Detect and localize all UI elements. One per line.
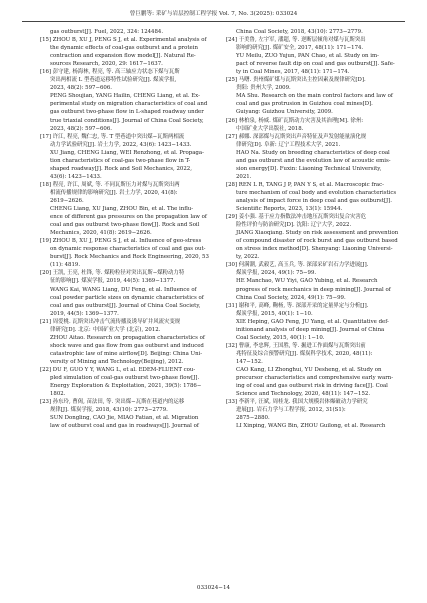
- reference-line: 律研究[D]. 阜新: 辽宁工程技术大学, 2021.: [236, 141, 341, 148]
- reference-line: [29] 姜小强. 基于应力指数法冲击地压瓦斯突出复合灾害危: [226, 214, 367, 221]
- reference-line: coal powder particle sizes on dynamic characteristics of: [50, 294, 204, 301]
- reference-line: shock wave and gas flow from gas outburst and induced: [50, 342, 204, 349]
- reference-line: XIE Heping, GAO Feng, JU Yang, et al. Quantitative def-: [236, 318, 389, 325]
- reference-column-left: [40, 28, 220, 430]
- reference-line: of compound disaster of rock burst and gas outburst based: [236, 238, 398, 245]
- page-number: 033024−14: [196, 585, 231, 591]
- reference-line: 煤炭学报, 2015, 40(1): 1−10.: [236, 310, 313, 317]
- reference-line: HAO Na. Study on breeding characteristics of deep coal: [236, 149, 390, 156]
- reference-line: 进展[J]. 岩石力学与工程学报, 2012, 31(S1):: [236, 407, 346, 414]
- reference-line: coal and gas protrusion in Guizhou coal mines[D].: [236, 101, 373, 108]
- reference-line: ture mechanism of coal body and evolution characteristics: [236, 189, 397, 196]
- reference-line: HE Manchao, WU Yiyi, GAO Yubing, et al. Research: [236, 278, 378, 285]
- reference-line: on dynamic response characteristics of coal and gas out-: [50, 246, 206, 253]
- reference-line: CAO Kang, LI Zhonghui, YU Desheng, et al. Study on: [236, 366, 382, 373]
- reference-line: 煤炭学报, 2024, 49(1): 75−99.: [236, 270, 317, 277]
- reference-line: Scientific Reports, 2023, 13(1): 15944.: [236, 206, 343, 213]
- reference-line: [33] 李新平, 汪斌, 周桂龙. 我国大规模岩体爆破动力学研究: [226, 399, 368, 406]
- reference-line: true triaxial conditions[J]. Journal of China Coal Society,: [50, 117, 204, 124]
- reference-line: [30] 何满潮, 武毅艺, 高玉兵, 等. 深部采矿岩石力学进展[J].: [226, 262, 369, 269]
- header-rule: [22, 21, 405, 22]
- reference-line: PENG Shoujian, YANG Hailin, CHENG Liang, et al. Ex-: [50, 93, 200, 100]
- reference-line: perimental study on migration characteristics of coal and: [50, 101, 208, 108]
- reference-line: JIANG Xiaoqiang. Study on risk assessment and prevention: [236, 230, 399, 237]
- reference-line: 险性评价与防治研究[D]. 沈阳: 辽宁大学, 2022.: [236, 222, 352, 229]
- reference-line: XU Jiang, CHENG Liang, WEI Renzhong, et al. Propaga-: [50, 149, 204, 156]
- reference-line: catastrophic law of mine airflow[D]. Beijing: China Uni-: [50, 350, 203, 357]
- reference-line: pact of reverse fault dip on coal and gas outburst[J]. Safe-: [236, 61, 395, 68]
- reference-line: [17] 许江, 程亮, 魏仁忠, 等. T 型巷道中突出煤−瓦斯两相流: [40, 133, 185, 140]
- reference-line: analysis of impact force in deep coal and gas outburst[J].: [236, 197, 392, 204]
- reference-line: [26] 林柏泉, 杨威. 煤矿瓦斯动力灾害及其治理[M]. 徐州:: [226, 117, 364, 124]
- reference-line: [21] 周爱桃. 瓦斯突出冲击气流传播及诱导矿井风流灾变规: [40, 318, 181, 325]
- reference-line: coal and gas outburst two-phase flow[J]. Rock and Soil: [50, 222, 200, 229]
- reference-line: [20] 王凯, 王亮, 杜锋, 等. 煤粉粒径对突出瓦斯−煤粉动力特: [40, 270, 185, 277]
- reference-line: contraction and expansion flow model[J]. Natural Re-: [50, 53, 196, 60]
- reference-line: 2023, 48(2): 597−606.: [50, 85, 112, 92]
- reference-line: 动力学试验研究[J]. 岩土力学, 2022, 43(6): 1423−1433.: [50, 141, 192, 148]
- reference-line: SUN Dongling, CAO Jie, MIAO Fatian, et al. Migration: [50, 415, 199, 422]
- reference-line: coal and gas outburst[J]. Journal of China Coal Society,: [50, 302, 201, 309]
- reference-line: 2021.: [236, 173, 252, 180]
- reference-line: 兆特征及综合预警研究[J]. 煤炭科学技术, 2020, 48(11):: [236, 350, 373, 357]
- reference-line: 相流传播规律的影响研究[J]. 岩土力学, 2020, 41(8):: [50, 189, 178, 196]
- reference-line: shaped roadway[J]. Rock and Soil Mechanics, 2022,: [50, 165, 192, 172]
- reference-line: ty, 2022.: [236, 254, 260, 261]
- reference-line: [27] 郝娜. 深部煤与瓦斯突出声音特征及声发射能量演化规: [226, 133, 367, 140]
- reference-line: pled simulation of coal-gas outburst two-phase flow[J].: [50, 375, 200, 382]
- reference-line: [16] 彭守建, 杨海林, 程亮, 等. 高三轴应力状态下煤与瓦斯: [40, 69, 180, 76]
- reference-line: 2875−2880.: [236, 415, 270, 422]
- reference-line: [18] 程亮, 许江, 周斌, 等. 不同瓦斯压力对煤与瓦斯突出两: [40, 181, 180, 188]
- running-header: 曾巨鹏等: 采矿与岩层控制工程学报 Vol. 7, No. 3(2025): 033024: [129, 11, 298, 17]
- reference-line: 影响的研究[J]. 煤矿安全, 2017, 48(11): 171−174.: [236, 45, 364, 52]
- reference-line: tion characteristics of coal-gas two-phase flow in T-: [50, 157, 191, 164]
- reference-line: precursor characteristics and comprehensive early warn-: [236, 375, 394, 382]
- reference-line: [19] ZHOU B, XU J, PENG S J, et al. Influence of geo-stress: [40, 238, 202, 245]
- reference-line: CHENG Liang, XU Jiang, ZHOU Bin, et al. The influ-: [50, 206, 194, 213]
- reference-line: 2619−2626.: [50, 197, 84, 204]
- reference-line: Guiyang: Guizhou University, 2009.: [236, 109, 333, 116]
- reference-line: law of outburst coal and gas in roadways[J]. Journal of: [50, 423, 199, 430]
- reference-line: 规律[J]. 煤炭学报, 2018, 43(10): 2773−2779.: [50, 407, 168, 414]
- reference-line: progress of rock mechanics in deep mining[J]. Journal of: [236, 286, 391, 293]
- reference-line: sion energy[D]. Fuxin: Liaoning Technical University,: [236, 165, 382, 172]
- reference-line: [31] 谢和平, 高峰, 鞠杨, 等. 深部开采的定量界定与分析[J].: [226, 302, 369, 309]
- reference-line: sources Research, 2020, 29: 1617−1637.: [50, 61, 163, 68]
- reference-line: Energy Exploration & Exploitation, 2021, 39(5): 1786−: [50, 383, 202, 390]
- reference-line: gas outburst two-phase flow in L-shaped roadway under: [50, 109, 204, 116]
- reference-line: [22] DU F, GUO Y Y, WANG L, et al. EDEM-FLUENT cou-: [40, 366, 196, 373]
- reference-line: MA Shu. Research on the main control factors and law of: [236, 93, 393, 100]
- reference-line: WANG Kai, WANG Liang, DU Feng, et al. Influence of: [50, 286, 197, 293]
- reference-line: on stress index method[D]. Shenyang: Liaoning Universi-: [236, 246, 393, 253]
- reference-line: Mechanics, 2020, 41(8): 2619−2626.: [50, 230, 152, 237]
- reference-column-right: [226, 28, 406, 430]
- reference-line: 突出两相流 L 型巷道运移特性试验研究[J]. 煤炭学报,: [50, 77, 177, 84]
- reference-line: 1802.: [50, 391, 66, 398]
- reference-line: 贵阳: 贵州大学, 2009.: [236, 85, 291, 92]
- reference-line: Coal Society, 2015, 40(1): 1−10.: [236, 334, 325, 341]
- reference-line: the dynamic effects of coal-gas outburst and a protein: [50, 45, 198, 52]
- reference-line: Science and Technology, 2020, 48(11): 147−152.: [236, 391, 371, 398]
- reference-line: 43(6): 1423−1433.: [50, 173, 102, 180]
- reference-line: ence of different gas pressures on the propagation law of: [50, 214, 207, 221]
- reference-line: [15] ZHOU B, XU J, PENG S J, et al. Experimental analysis of: [40, 37, 207, 44]
- reference-line: versity of Mining and Technology(Beijing), 2012.: [50, 358, 184, 365]
- reference-line: ZHOU Aitao. Research on propagation characteristics of: [50, 334, 205, 341]
- reference-line: and gas outburst and the evolution law of acoustic emis-: [236, 157, 391, 164]
- reference-line: (11): 4819.: [50, 262, 81, 269]
- reference-line: LI Xinping, WANG Bin, ZHOU Guilong, et al. Research: [236, 423, 386, 430]
- reference-line: ty in Coal Mines, 2017, 48(11): 171−174.: [236, 69, 350, 76]
- reference-line: burst[J]. Rock Mechanics and Rock Engineering, 2020, 53: [50, 254, 209, 261]
- reference-line: [23] 孙东玲, 曹偈, 苗法田, 等. 突出煤−瓦斯在巷道内的运移: [40, 399, 185, 406]
- reference-line: [24] 于美鲁, 左宇军, 潘超, 等. 逆断层倾角对煤与瓦斯突出: [226, 37, 366, 44]
- reference-line: China Coal Society, 2024, 49(1): 75−99.: [236, 294, 346, 301]
- reference-line: 律研究[D]. 北京: 中国矿业大学 (北京), 2012.: [50, 326, 161, 333]
- reference-line: YU Meilu, ZUO Yujun, PAN Chao, et al. Study on im-: [236, 53, 379, 60]
- reference-line: gas outburst[J]. Fuel, 2022, 324: 124484.: [50, 29, 164, 35]
- reference-line: [25] 马曙. 贵州煤矿煤与瓦斯突出主控因素及规律研究[D].: [226, 77, 366, 84]
- reference-line: 征的影响[J]. 煤炭学报, 2019, 44(5): 1369−1377.: [50, 278, 176, 285]
- reference-line: ing of coal and gas outburst risk in driving face[J]. Coal: [236, 383, 388, 390]
- reference-line: China Coal Society, 2018, 43(10): 2773−2779.: [236, 29, 363, 35]
- reference-line: 中国矿业大学出版社, 2018.: [236, 125, 304, 132]
- reference-line: 147−152.: [236, 358, 263, 365]
- reference-line: 2023, 48(2): 597−606.: [50, 125, 112, 132]
- reference-line: initionand analysis of deep mining[J]. Journal of China: [236, 326, 385, 333]
- reference-line: [32] 曹康, 李忠辉, 王国胜, 等. 掘进工作面煤与瓦斯突出前: [226, 342, 366, 349]
- reference-line: 2019, 44(5): 1369−1377.: [50, 310, 119, 317]
- reference-line: [28] REN L R, TANG J P, PAN Y S, et al. Macroscopic frac-: [226, 181, 384, 188]
